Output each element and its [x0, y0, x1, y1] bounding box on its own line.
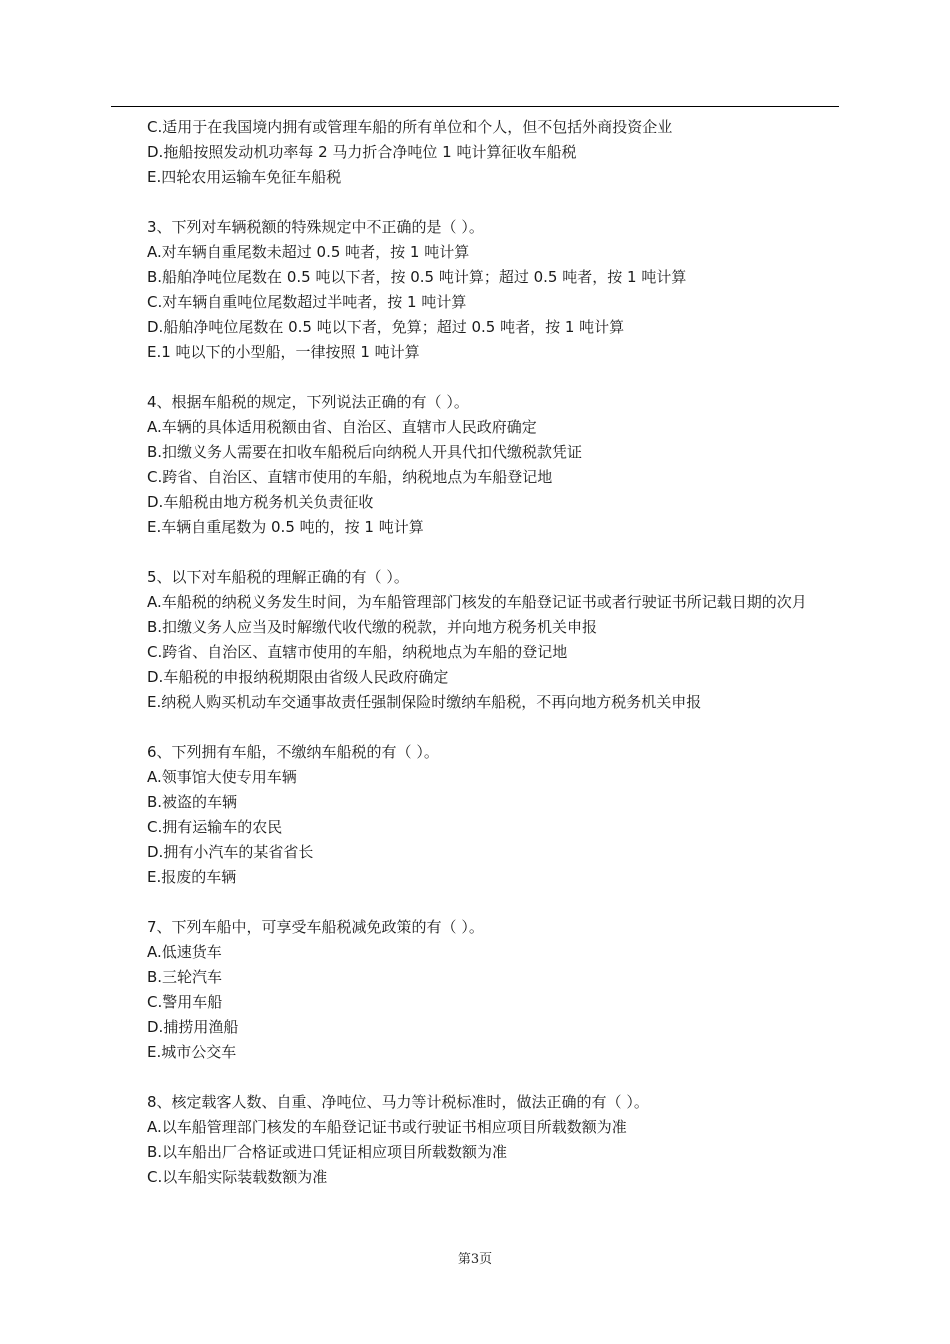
option-d: D.车船税的申报纳税期限由省级人民政府确定: [147, 668, 449, 686]
page-number: 第3页: [457, 1252, 493, 1267]
option-a: A.车船税的纳税义务发生时间，为车船管理部门核发的车船登记证书或者行驶证书所记载日期的次月: [147, 593, 807, 611]
option-c: C.对车辆自重吨位尾数超过半吨者，按 1 吨计算: [147, 293, 467, 311]
option-b: B.船舶净吨位尾数在 0.5 吨以下者，按 0.5 吨计算；超过 0.5 吨者，按 1 吨计算: [147, 268, 687, 286]
option-d: D.船舶净吨位尾数在 0.5 吨以下者，免算；超过 0.5 吨者，按 1 吨计算: [147, 318, 625, 336]
option-d: D.车船税由地方税务机关负责征收: [147, 493, 374, 511]
question-stem: 5、以下对车船税的理解正确的有（ ）。: [147, 568, 409, 586]
option-c: C.警用车船: [147, 993, 223, 1011]
option-e: E.1 吨以下的小型船，一律按照 1 吨计算: [147, 343, 420, 361]
option-b: B.被盗的车辆: [147, 793, 238, 811]
option-b: B.扣缴义务人需要在扣收车船税后向纳税人开具代扣代缴税款凭证: [147, 443, 583, 461]
option-c: C.跨省、自治区、直辖市使用的车船，纳税地点为车船登记地: [147, 468, 553, 486]
option-a: A.对车辆自重尾数未超过 0.5 吨者，按 1 吨计算: [147, 243, 470, 261]
question-stem: 4、根据车船税的规定，下列说法正确的有（ ）。: [147, 393, 469, 411]
question-8: [147, 1090, 847, 1190]
option-d: D.捕捞用渔船: [147, 1018, 239, 1036]
previous-question-options: [147, 115, 847, 190]
option-e: E.纳税人购买机动车交通事故责任强制保险时缴纳车船税，不再向地方税务机关申报: [147, 693, 702, 711]
question-stem: 7、下列车船中，可享受车船税减免政策的有（ ）。: [147, 918, 484, 936]
header-rule: [111, 106, 839, 107]
option-e: E.车辆自重尾数为 0.5 吨的，按 1 吨计算: [147, 518, 424, 536]
option-b: B.扣缴义务人应当及时解缴代收代缴的税款，并向地方税务机关申报: [147, 618, 598, 636]
option-b: B.以车船出厂合格证或进口凭证相应项目所载数额为准: [147, 1143, 508, 1161]
option-d: D.拥有小汽车的某省省长: [147, 843, 314, 861]
option-a: A.车辆的具体适用税额由省、自治区、直辖市人民政府确定: [147, 418, 537, 436]
question-7: [147, 915, 847, 1065]
option-b: B.三轮汽车: [147, 968, 223, 986]
option-c: C.以车船实际装载数额为准: [147, 1168, 328, 1186]
option-e: E.报废的车辆: [147, 868, 237, 886]
question-stem: 8、核定载客人数、自重、净吨位、马力等计税标准时，做法正确的有（ ）。: [147, 1093, 649, 1111]
question-stem: 6、下列拥有车船，不缴纳车船税的有（ ）。: [147, 743, 439, 761]
option-a: A.以车船管理部门核发的车船登记证书或行驶证书相应项目所载数额为准: [147, 1118, 627, 1136]
question-stem: 3、下列对车辆税额的特殊规定中不正确的是（ ）。: [147, 218, 484, 236]
question-6: [147, 740, 847, 890]
option-e: E.城市公交车: [147, 1043, 237, 1061]
option-d: D.拖船按照发动机功率每 2 马力折合净吨位 1 吨计算征收车船税: [147, 143, 577, 161]
option-c: C.适用于在我国境内拥有或管理车船的所有单位和个人，但不包括外商投资企业: [147, 118, 673, 136]
option-c: C.拥有运输车的农民: [147, 818, 283, 836]
document-body: [147, 115, 847, 1190]
question-4: [147, 390, 847, 540]
option-a: A.领事馆大使专用车辆: [147, 768, 297, 786]
question-3: [147, 215, 847, 365]
question-5: [147, 565, 847, 715]
option-a: A.低速货车: [147, 943, 222, 961]
option-c: C.跨省、自治区、直辖市使用的车船，纳税地点为车船的登记地: [147, 643, 568, 661]
option-e: E.四轮农用运输车免征车船税: [147, 168, 342, 186]
